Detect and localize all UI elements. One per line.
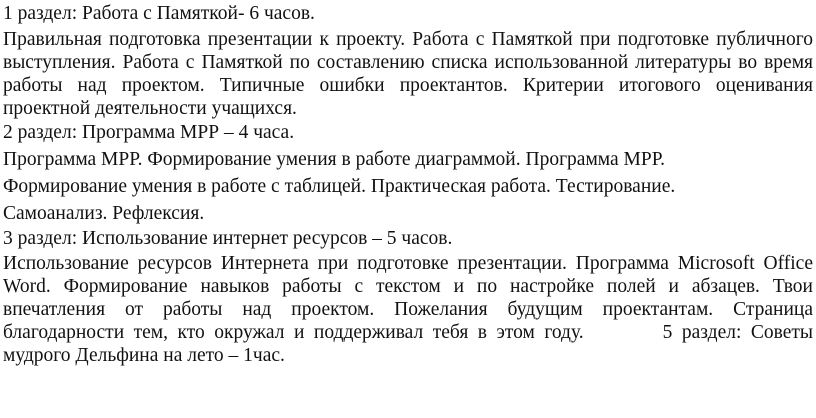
section-3-paragraph (3, 252, 813, 367)
section-5-heading: 5 раздел: Советы мудрого Дельфина на лето – 1час. (3, 322, 814, 366)
section-3-heading: 3 раздел: Использование интернет ресурсов – 5 часов. (3, 228, 453, 249)
section-1-heading: 1 раздел: Работа с Памяткой- 6 часов. (3, 3, 315, 24)
document-page (3, 0, 813, 367)
section-2-line-2: Формирование умения в работе с таблицей. Практическая работа. Тестирование. (3, 176, 676, 197)
section-2-line-3: Самоанализ. Рефлексия. (3, 203, 205, 224)
section-2-heading: 2 раздел: Программа МРР – 4 часа. (3, 122, 295, 143)
section-2-line-1: Программа МРР. Формирование умения в работе диаграммой. Программа МРР. (3, 149, 666, 170)
section-1-text: Правильная подготовка презентации к проекту. Работа с Памяткой при подготовке публичного выступления. Работа с Памяткой по составлению списка использованной литературы во время работы над проектом. Типичные ошибки проектантов. Критерии итогового оценивания проектной деятельности учащихся. (3, 29, 813, 119)
section-3-text: Использование ресурсов Интернета при подготовке презентации. Программа Microsoft Office Word. Формирование навыков работы с текстом и по настройке полей и абзацев. Твои впечатления от работы над проектом. Пожелания будущим проектантам. Страница благодарности тем, кто окружал и поддерживал тебя в этом году. (3, 253, 813, 343)
